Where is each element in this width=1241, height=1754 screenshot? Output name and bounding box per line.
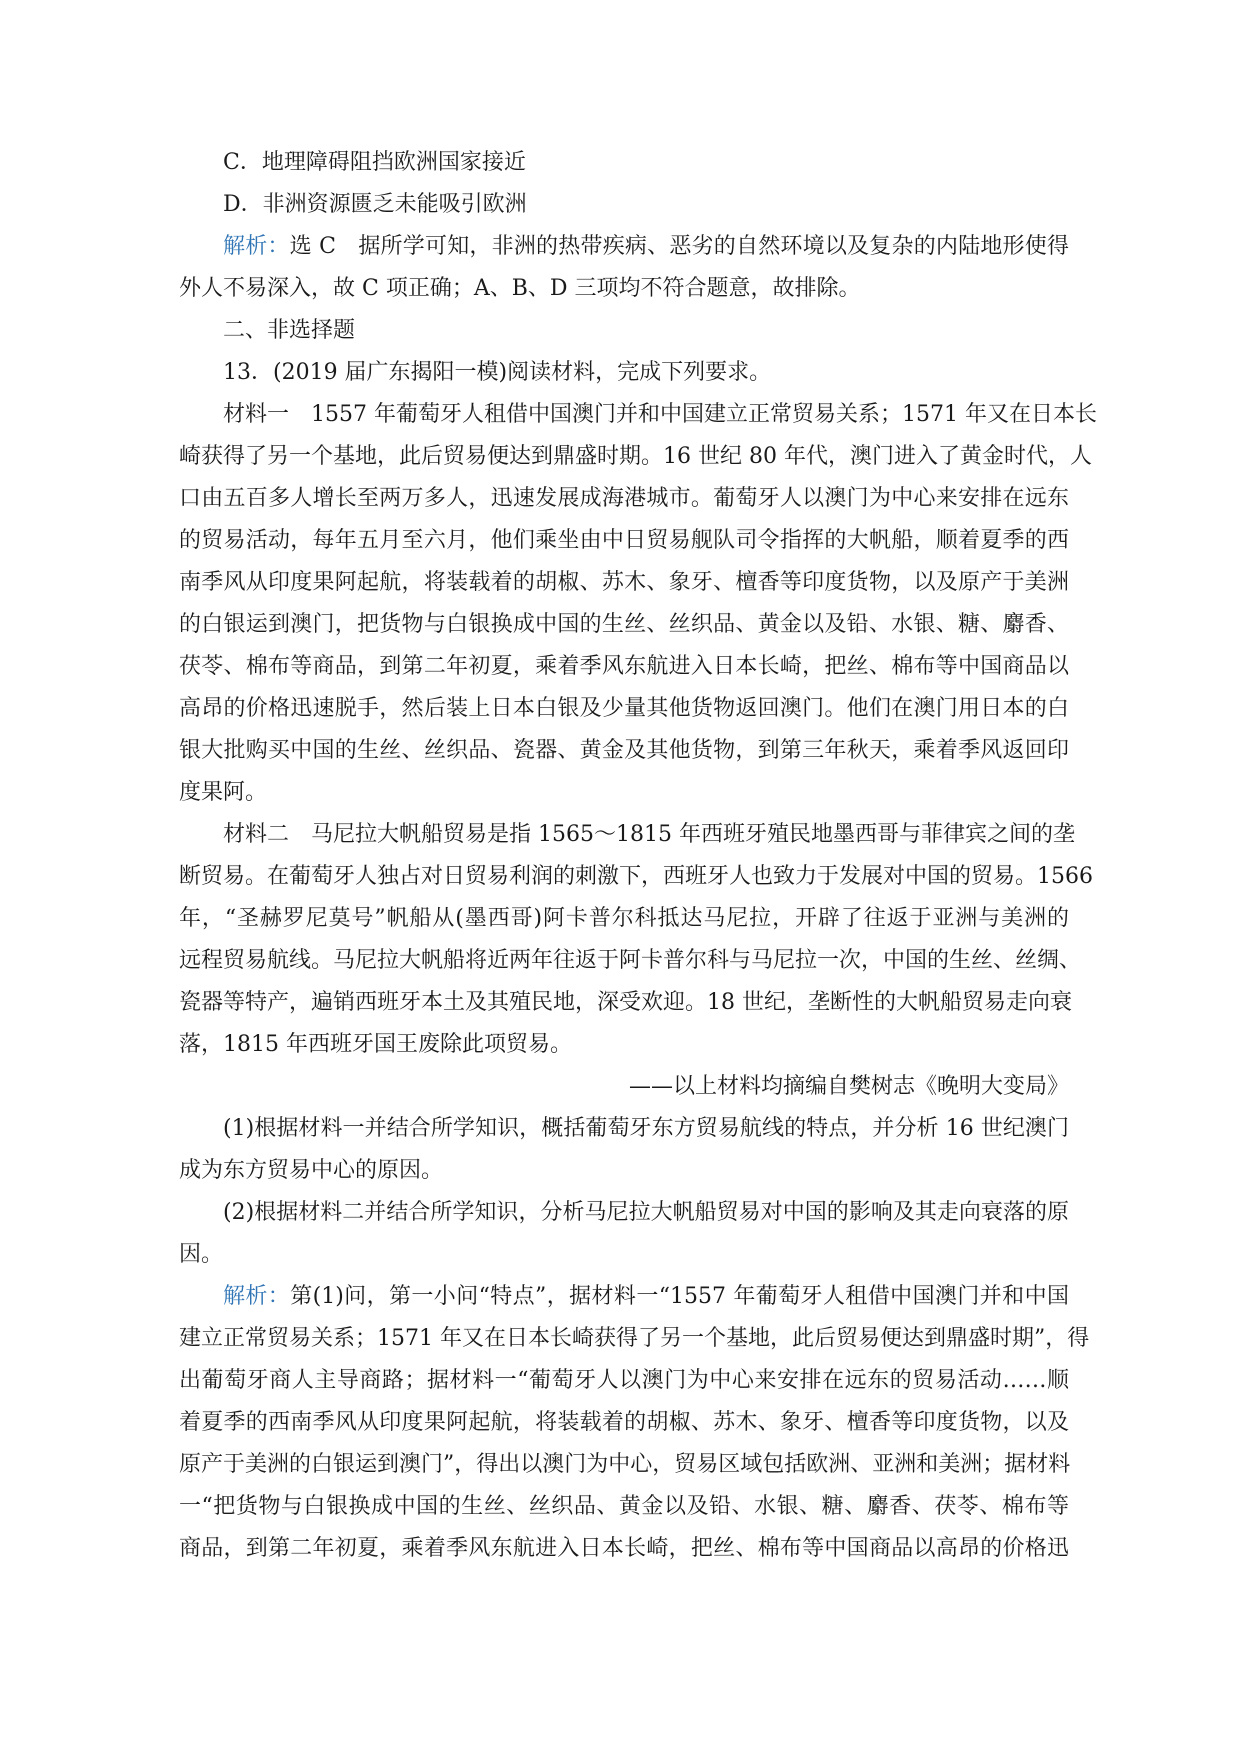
material-one-line: 崎获得了另一个基地，此后贸易便达到鼎盛时期。16 世纪 80 年代，澳门进入了黄金时代，人 bbox=[179, 444, 1092, 469]
analysis-line: 着夏季的西南季风从印度果阿起航，将装载着的胡椒、苏木、象牙、檀香等印度货物，以及 bbox=[179, 1410, 1069, 1435]
material-one-line: 度果阿。 bbox=[179, 780, 268, 805]
section-heading: 二、非选择题 bbox=[223, 318, 356, 343]
material-two-line: 瓷器等特产，遍销西班牙本土及其殖民地，深受欢迎。18 世纪，垄断性的大帆船贸易走向衰 bbox=[179, 990, 1072, 1015]
analysis-line bbox=[179, 226, 1069, 268]
material-one-line: 的白银运到澳门，把货物与白银换成中国的生丝、丝织品、黄金以及铅、水银、糖、麝香、 bbox=[179, 612, 1069, 637]
material-two-line: 断贸易。在葡萄牙人独占对日贸易利润的刺激下，西班牙人也致力于发展对中国的贸易。1566 bbox=[179, 864, 1093, 889]
option-c: C．地理障碍阻挡欧洲国家接近 bbox=[223, 150, 526, 175]
material-one-line: 银大批购买中国的生丝、丝织品、瓷器、黄金及其他货物，到第三年秋天，乘着季风返回印 bbox=[179, 738, 1069, 763]
analysis-line: 商品，到第二年初夏，乘着季风东航进入日本长崎，把丝、棉布等中国商品以高昂的价格迅 bbox=[179, 1536, 1069, 1561]
analysis-line: 一“把货物与白银换成中国的生丝、丝织品、黄金以及铅、水银、糖、麝香、茯苓、棉布等 bbox=[179, 1494, 1069, 1519]
material-one-line: 的贸易活动，每年五月至六月，他们乘坐由中日贸易舰队司令指挥的大帆船，顺着夏季的西 bbox=[179, 528, 1069, 553]
analysis-text: 选 C 据所学可知，非洲的热带疾病、恶劣的自然环境以及复杂的内陆地形使得 bbox=[289, 234, 1069, 259]
material-source: ——以上材料均摘编自樊树志《晚明大变局》 bbox=[628, 1074, 1069, 1099]
material-one-line: 茯苓、棉布等商品，到第二年初夏，乘着季风东航进入日本长崎，把丝、棉布等中国商品以 bbox=[179, 654, 1069, 679]
sub-question-1: 成为东方贸易中心的原因。 bbox=[179, 1158, 444, 1183]
material-one-line: 南季风从印度果阿起航，将装载着的胡椒、苏木、象牙、檀香等印度货物，以及原产于美洲 bbox=[179, 570, 1069, 595]
material-one-line: 材料一 1557 年葡萄牙人租借中国澳门并和中国建立正常贸易关系；1571 年又在日本长 bbox=[223, 402, 1097, 427]
material-two-line: 远程贸易航线。马尼拉大帆船将近两年往返于阿卡普尔科与马尼拉一次，中国的生丝、丝绸、 bbox=[179, 948, 1082, 973]
analysis-text: 第(1)问，第一小问“特点”，据材料一“1557 年葡萄牙人租借中国澳门并和中国 bbox=[290, 1284, 1069, 1309]
material-one-line: 高昂的价格迅速脱手，然后装上日本白银及少量其他货物返回澳门。他们在澳门用日本的白 bbox=[179, 696, 1069, 721]
analysis-label: 解析： bbox=[223, 1284, 291, 1309]
material-one-line: 口由五百多人增长至两万多人，迅速发展成海港城市。葡萄牙人以澳门为中心来安排在远东 bbox=[179, 486, 1069, 511]
sub-question-2: (2)根据材料二并结合所学知识，分析马尼拉大帆船贸易对中国的影响及其走向衰落的原 bbox=[223, 1200, 1069, 1225]
option-d: D．非洲资源匮乏未能吸引欧洲 bbox=[223, 192, 527, 217]
question-stem: 13．(2019 届广东揭阳一模)阅读材料，完成下列要求。 bbox=[223, 360, 772, 385]
sub-question-1: (1)根据材料一并结合所学知识，概括葡萄牙东方贸易航线的特点，并分析 16 世纪澳门 bbox=[223, 1116, 1069, 1141]
material-two-line: 材料二 马尼拉大帆船贸易是指 1565～1815 年西班牙殖民地墨西哥与菲律宾之间的垄 bbox=[223, 822, 1075, 847]
analysis-line: 建立正常贸易关系；1571 年又在日本长崎获得了另一个基地，此后贸易便达到鼎盛时期”，得 bbox=[179, 1326, 1090, 1351]
analysis-line: 出葡萄牙商人主导商路；据材料一“葡萄牙人以澳门为中心来安排在远东的贸易活动……顺 bbox=[179, 1368, 1069, 1393]
analysis-line: 外人不易深入，故 C 项正确；A、B、D 三项均不符合题意，故排除。 bbox=[179, 276, 861, 301]
document-page bbox=[179, 142, 1097, 1570]
sub-question-2: 因。 bbox=[179, 1242, 224, 1267]
analysis-line bbox=[179, 1276, 1069, 1318]
material-two-line: 落，1815 年西班牙国王废除此项贸易。 bbox=[179, 1032, 572, 1057]
analysis-label: 解析： bbox=[223, 234, 290, 259]
material-two-line: 年，“圣赫罗尼莫号”帆船从(墨西哥)阿卡普尔科抵达马尼拉，开辟了往返于亚洲与美洲的 bbox=[179, 906, 1069, 931]
analysis-line: 原产于美洲的白银运到澳门”，得出以澳门为中心，贸易区域包括欧洲、亚洲和美洲；据材料 bbox=[179, 1452, 1071, 1477]
